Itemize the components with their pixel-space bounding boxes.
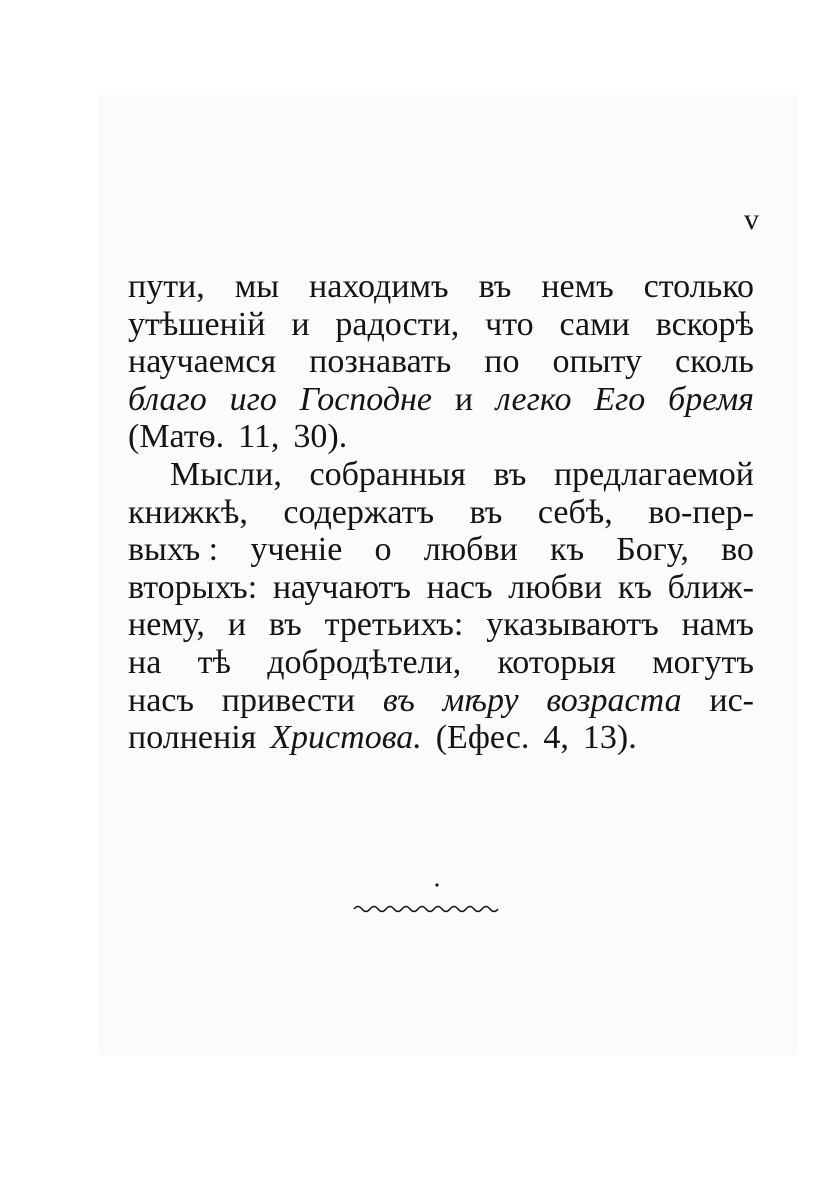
word: и	[291, 305, 310, 343]
italic-word: бремя	[668, 380, 754, 418]
word: опыту	[552, 343, 642, 381]
word: къ	[617, 568, 652, 606]
italic-word: благо	[128, 380, 207, 418]
text-line	[128, 606, 754, 644]
word: столько	[643, 268, 754, 305]
text-line	[128, 418, 754, 456]
word: о	[374, 531, 392, 569]
text-line	[128, 343, 754, 381]
word: книжкѣ,	[128, 493, 248, 531]
word: познавать	[309, 343, 452, 381]
word: 13).	[582, 719, 637, 757]
word: Богу,	[616, 531, 689, 569]
text-line	[128, 719, 754, 757]
word: насъ	[128, 681, 194, 719]
word: въ	[469, 493, 503, 531]
text-line	[128, 494, 754, 532]
word: ис-	[709, 681, 754, 719]
word: ученіе	[250, 531, 343, 569]
text-line	[128, 644, 754, 682]
word: по	[484, 343, 520, 381]
word: въ	[268, 606, 302, 644]
word: во	[721, 531, 754, 569]
word: сколь	[675, 343, 754, 381]
word: сами	[559, 305, 630, 343]
word: во-пер-	[648, 493, 754, 531]
italic-word: возраста	[546, 681, 682, 719]
text-line	[128, 306, 754, 344]
word: на	[128, 643, 162, 681]
word: въ	[478, 268, 512, 305]
word: пути,	[128, 268, 205, 305]
word: Мысли,	[170, 455, 282, 493]
word: что	[485, 305, 534, 343]
word: 30).	[293, 418, 348, 456]
wavy-rule-ornament-icon	[350, 878, 510, 918]
word: и	[227, 606, 247, 644]
word: утѣшеній	[128, 305, 266, 343]
italic-word: легко	[495, 380, 572, 418]
italic-word: иго	[229, 380, 277, 418]
word: собранныя	[309, 455, 466, 493]
italic-word: мѣру	[442, 681, 519, 719]
word: мы	[234, 268, 280, 305]
italic-word: въ	[382, 681, 415, 719]
word: научаютъ	[272, 568, 411, 606]
word: привести	[221, 681, 356, 719]
text-line	[128, 531, 754, 569]
word: научаемся	[128, 343, 277, 381]
word: и	[454, 380, 474, 418]
italic-word: Его	[594, 380, 646, 418]
word: добродѣтели,	[267, 643, 462, 681]
word: любви	[508, 568, 603, 606]
word: 11,	[238, 418, 280, 456]
word: нему,	[128, 606, 205, 644]
word: къ	[549, 531, 585, 569]
word: указываютъ	[486, 606, 659, 644]
word: вторыхъ:	[128, 568, 258, 606]
word: полненія	[128, 719, 257, 757]
word: любви	[423, 531, 518, 569]
word: вскорѣ	[655, 305, 754, 343]
word: себѣ,	[537, 493, 613, 531]
word: находимъ	[309, 268, 449, 305]
body-text	[128, 268, 754, 757]
word: предлагаемой	[553, 455, 754, 493]
word: 4,	[543, 719, 569, 757]
word: тѣ	[197, 643, 231, 681]
italic-word: Господне	[299, 380, 433, 418]
text-line	[128, 682, 754, 720]
page-number: v	[744, 203, 759, 236]
word: третьихъ:	[324, 606, 464, 644]
word: немъ	[541, 268, 614, 305]
text-line	[128, 268, 754, 306]
word: содержатъ	[283, 493, 435, 531]
word: въ	[493, 455, 527, 493]
word: (Матѳ.	[128, 418, 225, 456]
word: которыя	[497, 643, 616, 681]
word: радости,	[335, 305, 460, 343]
word: выхъ :	[128, 531, 219, 569]
word: намъ	[681, 606, 754, 644]
word: насъ	[426, 568, 493, 606]
word: ближ-	[667, 568, 754, 606]
italic-word: Христова.	[270, 719, 422, 757]
word: (Ефес.	[435, 719, 530, 757]
text-line	[128, 456, 754, 494]
word: могутъ	[652, 643, 754, 681]
text-line	[128, 569, 754, 607]
text-line	[128, 381, 754, 419]
